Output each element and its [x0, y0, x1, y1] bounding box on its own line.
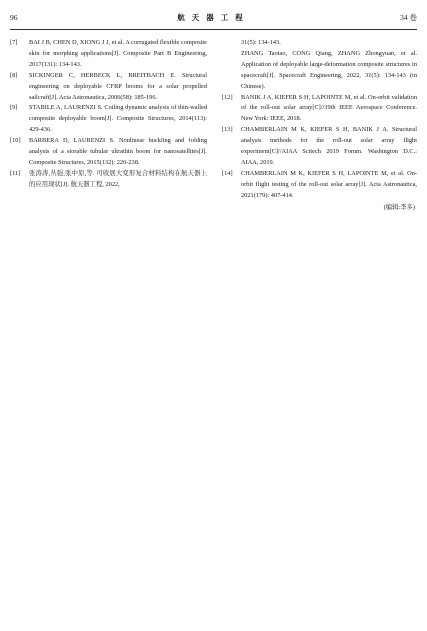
reference-text: ZHANG Taotao, CONG Qiang, ZHANG Zhongyuan, et al. Application of deployable large-deformation composite structures in spacecraft[J]. Spacecraft Engineering, 2022, 31(5): 134-143 (in Chinese). [241, 49, 417, 90]
reference-item [222, 93, 417, 126]
page-number: 96 [10, 13, 18, 22]
reference-item [10, 136, 207, 169]
reference-number: [7] [10, 39, 18, 46]
reference-item [10, 38, 207, 71]
reference-text: CHAMBERLAIN M K, KIEFER S H, BANIK J A. Structural analysis methods for the roll-out solar array flight experiment[C]//AIAA Scitech 2019 Forum. Washington D.C.: AIAA, 2019. [241, 126, 417, 166]
reference-number: [9] [10, 104, 18, 112]
reference-item [10, 71, 207, 104]
reference-text: BARBERA D, LAURENZI S. Nonlinear buckling and folding analysis of a storable tubular ultrathin boom for nanosatellites[J]. Composite Structures, 2015(132): 226-238. [29, 137, 207, 166]
reference-text: CHAMBERLAIN M K, KIEFER S H, LAPOINTE M, et al. On-orbit flight testing of the roll-out solar array[J]. Acta Astronautica, 2021(179): 407-414. [241, 169, 417, 199]
reference-text: STABILE A, LAURENZI S. Coiling dynamic analysis of thin-walled composite deployable boom[J]. Composite Structures, 2014(113): 429-436. [29, 104, 207, 134]
reference-number: [8] [10, 71, 18, 79]
reference-text: 张涛涛,丛强,张中原,等. 可收展大变形复合材料结构在航天器上的应用现状[J]. 航天器工程, 2022, [29, 169, 207, 188]
editor-note: (编辑:李多) [383, 203, 415, 211]
left-column [10, 38, 207, 191]
reference-number: [12] [222, 93, 233, 101]
reference-text: 31(5): 134-143. [241, 39, 281, 46]
page-header [10, 11, 417, 25]
reference-item [10, 169, 207, 191]
reference-number: [10] [10, 137, 21, 145]
journal-title: 航天器工程 [177, 13, 250, 22]
reference-number: [14] [222, 169, 233, 177]
reference-item [222, 125, 417, 169]
right-column [222, 38, 417, 214]
reference-item [10, 103, 207, 136]
reference-text: BANIK J A, KIEFER S H, LAPOINTE M, et al. On-orbit validation of the roll-out solar array[C]//39th IEEE Aerospace Conference. New York: IEEE, 2018. [241, 93, 417, 123]
reference-number: [11] [10, 169, 21, 177]
reference-text: SICKINGER C, HERBECK L, BREITBACH E. Structural engineering on deployable CFRP booms for a solar propelled sailcraft[J]. Acta Astronautica, 2006(58): 185-196. [29, 71, 207, 101]
reference-text: BAI J B, CHEN D, XIONG J J, et al. A corrugated flexible composite skin for morphing applications[J]. Composite Part B Engineering, 2017(131): 134-143. [29, 39, 207, 68]
reference-continuation [222, 38, 417, 49]
reference-number: [13] [222, 126, 233, 134]
reference-continuation [222, 49, 417, 93]
volume-label: 34 卷 [400, 13, 417, 22]
header-rule [10, 29, 417, 30]
reference-item [222, 169, 417, 202]
